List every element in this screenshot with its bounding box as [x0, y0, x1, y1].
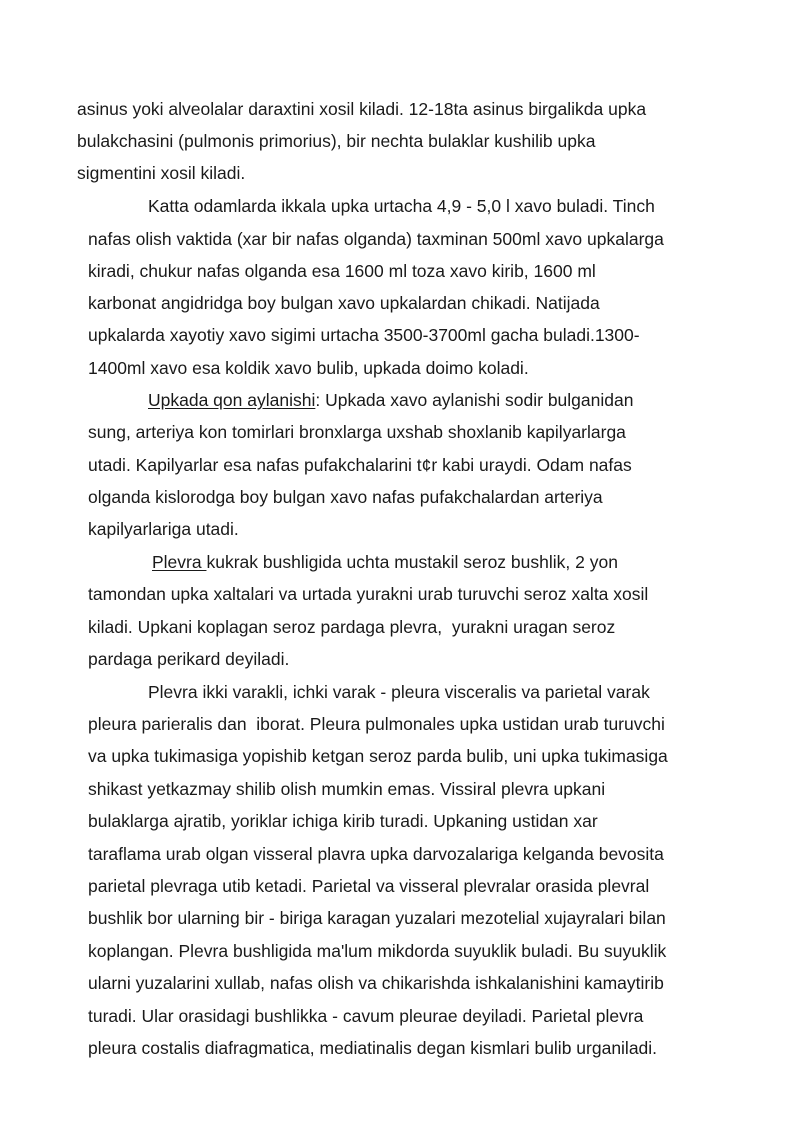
- text-line: va upka tukimasiga yopishib ketgan seroz parda bulib, uni upka tukimasiga: [88, 746, 668, 766]
- text-line: nafas olish vaktida (xar bir nafas olganda) taxminan 500ml xavo upkalarga: [88, 229, 664, 249]
- text-line: [148, 389, 633, 411]
- text-line: ularni yuzalarini xullab, nafas olish va chikarishda ishkalanishini kamaytirib: [88, 973, 664, 993]
- text-line: sigmentini xosil kiladi.: [77, 163, 246, 183]
- text-line: kapilyarlariga utadi.: [88, 519, 239, 539]
- text-line: kiradi, chukur nafas olganda esa 1600 ml toza xavo kirib, 1600 ml: [88, 261, 596, 281]
- text-line: [152, 551, 618, 573]
- text-line: asinus yoki alveolalar daraxtini xosil kiladi. 12-18ta asinus birgalikda upka: [77, 99, 647, 119]
- text-line: taraflama urab olgan visseral plavra upka darvozalariga kelganda bevosita: [88, 844, 664, 864]
- text-line: utadi. Kapilyarlar esa nafas pufakchalarini t¢r kabi uraydi. Odam nafas: [88, 455, 632, 475]
- text-line: pleura parieralis dan iborat. Pleura pulmonales upka ustidan urab turuvchi: [88, 714, 665, 734]
- text-line: Plevra ikki varakli, ichki varak - pleura visceralis va parietal varak: [148, 682, 650, 702]
- text-line: turadi. Ular orasidagi bushlikka - cavum pleurae deyiladi. Parietal plevra: [88, 1006, 644, 1026]
- section-heading: Upkada qon aylanishi: [148, 390, 316, 410]
- text-line: karbonat angidridga boy bulgan xavo upkalardan chikadi. Natijada: [88, 293, 600, 313]
- text-line: bulaklarga ajratib, yoriklar ichiga kirib turadi. Upkaning ustidan xar: [88, 811, 598, 831]
- text-line: Katta odamlarda ikkala upka urtacha 4,9 - 5,0 l xavo buladi. Tinch: [148, 196, 655, 216]
- text-line: shikast yetkazmay shilib olish mumkin emas. Vissiral plevra upkani: [88, 779, 606, 799]
- text-line: kiladi. Upkani koplagan seroz pardaga plevra, yurakni uragan seroz: [88, 617, 616, 637]
- text-fragment: : Upkada xavo aylanishi sodir bulganidan: [315, 390, 634, 410]
- text-fragment: kukrak bushligida uchta mustakil seroz bushlik, 2 yon: [206, 552, 618, 572]
- text-line: pleura costalis diafragmatica, mediatinalis degan kismlari bulib urganiladi.: [88, 1038, 658, 1058]
- text-line: olganda kislorodga boy bulgan xavo nafas pufakchalardan arteriya: [88, 487, 603, 507]
- text-line: bushlik bor ularning bir - biriga karagan yuzalari mezotelial xujayralari bilan: [88, 908, 666, 928]
- text-line: tamondan upka xaltalari va urtada yurakni urab turuvchi seroz xalta xosil: [88, 584, 649, 604]
- text-line: pardaga perikard deyiladi.: [88, 649, 290, 669]
- text-line: parietal plevraga utib ketadi. Parietal va visseral plevralar orasida plevral: [88, 876, 650, 896]
- text-line: upkalarda xayotiy xavo sigimi urtacha 3500-3700ml gacha buladi.1300-: [88, 325, 640, 345]
- text-line: 1400ml xavo esa koldik xavo bulib, upkada doimo koladi.: [88, 358, 529, 378]
- text-line: sung, arteriya kon tomirlari bronxlarga uxshab shoxlanib kapilyarlarga: [88, 422, 626, 442]
- text-line: bulakchasini (pulmonis primorius), bir nechta bulaklar kushilib upka: [77, 131, 596, 151]
- section-heading: Plevra: [152, 552, 207, 572]
- text-line: koplangan. Plevra bushligida ma'lum mikdorda suyuklik buladi. Bu suyuklik: [88, 941, 667, 961]
